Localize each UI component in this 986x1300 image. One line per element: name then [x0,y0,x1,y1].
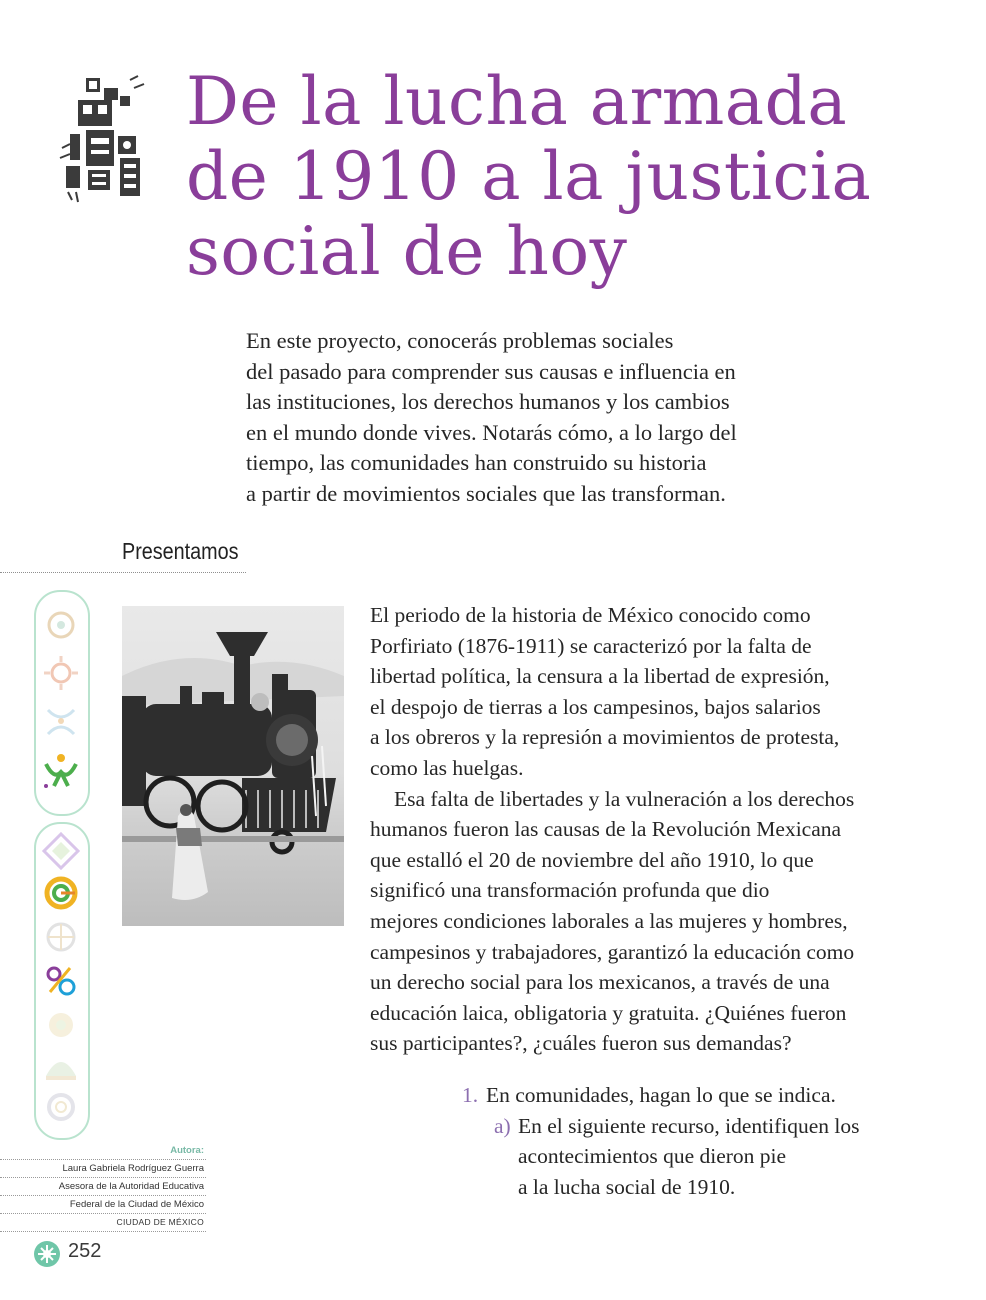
author-credits [0,1142,206,1232]
body-line: Porfiriato (1876-1911) se caracterizó por la falta de [370,633,812,658]
faded-dome-icon [40,1046,82,1088]
faded-people-icon [40,700,82,742]
title-line-1: De la lucha armada [186,63,848,140]
intro-line: a partir de movimientos sociales que las transforman. [246,480,726,506]
percent-link-icon [40,960,82,1002]
spiral-target-icon [40,872,82,914]
sub-item-text: En el siguiente recurso, identifiquen los [518,1113,860,1138]
body-line: humanos fueron las causas de la Revolución Mexicana [370,817,842,842]
body-line: como las huelgas. [370,755,524,780]
sub-item-line: a la lucha social de 1910. [518,1174,736,1199]
body-line: libertad política, la censura a la libertad de expresión, [370,664,830,689]
body-line: educación laica, obligatoria y gratuita. ¿Quiénes fueron [370,1000,847,1025]
intro-line: En este proyecto, conocerás problemas sociales [246,328,674,353]
aztec-codex-glyph-icon [58,74,146,204]
body-line: que estalló el 20 de noviembre del año 1910, lo que [370,847,814,872]
section-heading: Presentamos [122,538,239,564]
title-line-2: de 1910 a la justicia [186,138,872,215]
author-role: Federal de la Ciudad de México [0,1196,206,1214]
page-title [186,64,946,289]
sub-item [462,1111,902,1142]
faded-ring-icon [40,1086,82,1128]
section-divider [0,572,246,573]
author-place: CIUDAD DE MÉXICO [0,1214,206,1232]
page-number: 252 [68,1240,102,1262]
body-line: El periodo de la historia de México conocido como [370,603,811,627]
body-line: significó una transformación profunda que dio [370,878,770,903]
faded-circle-icon [40,604,82,646]
body-line: el despojo de tierras a los campesinos, bajos salarios [370,694,821,719]
faded-sun-icon [40,652,82,694]
author-role: Asesora de la Autoridad Educativa [0,1178,206,1196]
body-line: a los obreros y la represión a movimientos de protesta, [370,725,840,750]
body-line: sus participantes?, ¿cuáles fueron sus demandas? [370,1031,792,1056]
locomotive-photo [122,606,344,926]
author-label: Autora: [0,1142,206,1160]
body-line: un derecho social para los mexicanos, a través de una [370,970,830,995]
intro-line: las instituciones, los derechos humanos y los cambios [246,389,730,414]
title-line-3: social de hoy [186,213,628,290]
faded-diamond-icon [40,830,82,872]
intro-line: del pasado para comprender sus causas e influencia en [246,358,736,384]
intro-line: en el mundo donde vives. Notarás cómo, a lo largo del [246,419,737,445]
faded-globe-icon [40,916,82,958]
author-name: Laura Gabriela Rodríguez Guerra [0,1160,206,1178]
intro-line: tiempo, las comunidades han construido su historia [246,450,707,475]
list-item [462,1080,902,1111]
sub-item-line: acontecimientos que dieron pie [518,1144,787,1169]
sub-item-letter: a) [494,1113,511,1138]
faded-dot-icon [40,1004,82,1046]
person-sprout-icon [40,750,82,792]
body-paragraphs [370,600,890,1059]
list-item-number: 1. [462,1083,479,1107]
gear-flower-icon [33,1240,61,1268]
intro-paragraph [246,326,786,509]
activity-list [462,1080,902,1202]
body-line: Esa falta de libertades y la vulneración a los derechos [394,786,855,811]
body-line: campesinos y trabajadores, garantizó la educación como [370,939,855,964]
list-item-text: En comunidades, hagan lo que se indica. [486,1083,836,1107]
body-line: mejores condiciones laborales a las mujeres y hombres, [370,908,848,933]
